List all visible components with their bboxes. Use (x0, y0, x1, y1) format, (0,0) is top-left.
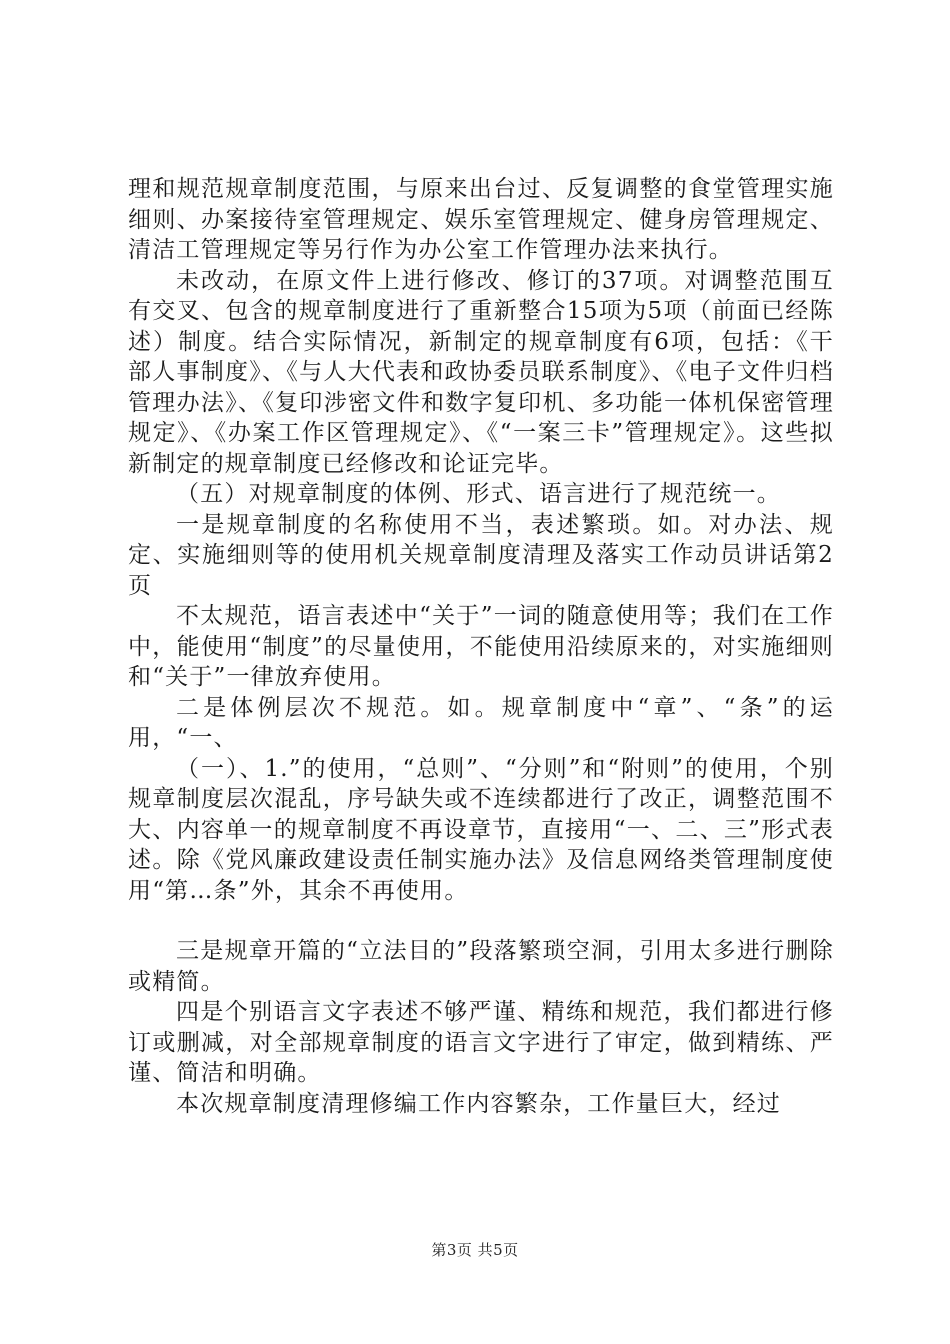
paragraph-revisions: 未改动，在原文件上进行修改、修订的37项。对调整范围互有交叉、包含的规章制度进行了重新整合15项为5项（前面已经陈述）制度。结合实际情况，新制定的规章制度有6项，包括：《干部人事制度》、《与人大代表和政协委员联系制度》、《电子文件归档管理办法》、《复印涉密文件和数字复印机、多功能一体机保密管理规定》、《办案工作区管理规定》、《“一案三卡”管理规定》。这些拟新制定的规章制度已经修改和论证完毕。 (128, 267, 834, 477)
paragraph-continuation: 理和规范规章制度范围，与原来出台过、反复调整的食堂管理实施细则、办案接待室管理规定、娱乐室管理规定、健身房管理规定、清洁工管理规定等另行作为办公室工作管理办法来执行。 (128, 176, 834, 263)
page-number-label: 第3页 共5页 (431, 1241, 519, 1259)
paragraph-point-four: 四是个别语言文字表述不够严谨、精练和规范，我们都进行修订或删减，对全部规章制度的语言文字进行了审定，做到精练、严谨、简洁和明确。 (128, 999, 834, 1086)
document-body (128, 174, 834, 1119)
page-footer (0, 1240, 950, 1260)
paragraph-point-three: 三是规章开篇的“立法目的”段落繁琐空洞，引用太多进行删除或精简。 (128, 938, 834, 995)
paragraph-summary: 本次规章制度清理修编工作内容繁杂，工作量巨大，经过 (176, 1090, 781, 1117)
paragraph-section-five-heading: （五）对规章制度的体例、形式、语言进行了规范统一。 (176, 481, 781, 507)
paragraph-point-one-cont: 不太规范，语言表述中“关于”一词的随意使用等；我们在工作中，能使用“制度”的尽量使用，不能使用沿续原来的，对实施细则和“关于”一律放弃使用。 (128, 603, 834, 690)
paragraph-point-two: 二是体例层次不规范。如。规章制度中“章”、“条”的运用，“一、 (128, 694, 834, 751)
paragraph-point-two-cont: （一）、1.”的使用，“总则”、“分则”和“附则”的使用，个别规章制度层次混乱，序号缺失或不连续都进行了改正，调整范围不大、内容单一的规章制度不再设章节，直接用“一、二、三”形式表述。除《党风廉政建设责任制实施办法》及信息网络类管理制度使用“第…条”外，其余不再使用。 (128, 755, 834, 904)
paragraph-point-one: 一是规章制度的名称使用不当，表述繁琐。如。对办法、规定、实施细则等的使用机关规章制度清理及落实工作动员讲话第2页 (128, 511, 834, 599)
